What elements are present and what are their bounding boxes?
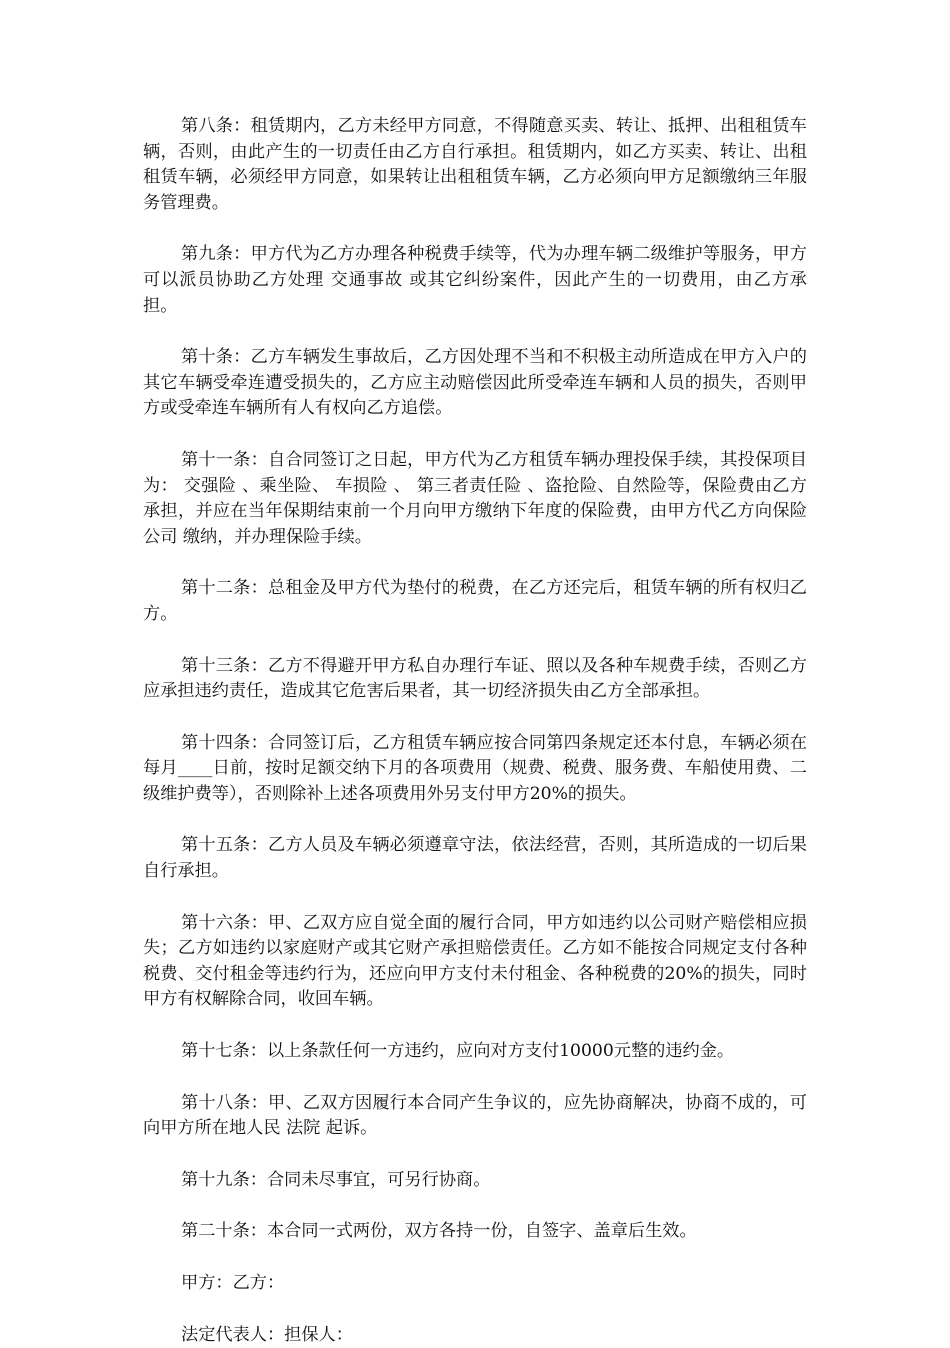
signature-representatives-line: 法定代表人：担保人： xyxy=(181,1324,353,1345)
article-17: 第十七条：以上条款任何一方违约，应向对方支付10000元整的违约金。 xyxy=(181,1041,735,1062)
article-9: 第九条：甲方代为乙方办理各种税费手续等，代为办理车辆二级维护等服务，甲方可以派员协助乙方处理 交通事故 或其它纠纷案件，因此产生的一切费用，由乙方承担。 xyxy=(143,244,807,316)
article-14: 第十四条：合同签订后，乙方租赁车辆应按合同第四条规定还本付息，车辆必须在每月____日前，按时足额交纳下月的各项费用（规费、税费、服务费、车船使用费、二级维护费等），否则除补上述各项费用外另支付甲方20%的损失。 xyxy=(143,732,807,804)
article-16: 第十六条：甲、乙双方应自觉全面的履行合同，甲方如违约以公司财产赔偿相应损失；乙方如违约以家庭财产或其它财产承担赔偿责任。乙方如不能按合同规定支付各种税费、交付租金等违约行为，还应向甲方支付未付租金、各种税费的20%的损失，同时甲方有权解除合同，收回车辆。 xyxy=(143,912,807,1010)
article-13: 第十三条：乙方不得避开甲方私自办理行车证、照以及各种车规费手续，否则乙方应承担违约责任，造成其它危害后果者，其一切经济损失由乙方全部承担。 xyxy=(143,655,807,702)
article-18: 第十八条：甲、乙双方因履行本合同产生争议的，应先协商解决，协商不成的，可向甲方所在地人民 法院 起诉。 xyxy=(143,1092,807,1139)
article-8: 第八条：租赁期内，乙方未经甲方同意，不得随意买卖、转让、抵押、出租租赁车辆，否则，由此产生的一切责任由乙方自行承担。租赁期内，如乙方买卖、转让、出租租赁车辆，必须经甲方同意，如果转让出租租赁车辆，乙方必须向甲方足额缴纳三年服务管理费。 xyxy=(143,116,807,213)
article-12: 第十二条：总租金及甲方代为垫付的税费，在乙方还完后，租赁车辆的所有权归乙方。 xyxy=(143,578,807,624)
signature-parties-line: 甲方：乙方： xyxy=(181,1273,285,1293)
article-15: 第十五条：乙方人员及车辆必须遵章守法，依法经营，否则，其所造成的一切后果自行承担。 xyxy=(143,835,807,882)
contract-page xyxy=(143,114,807,1348)
article-11: 第十一条：自合同签订之日起，甲方代为乙方租赁车辆办理投保手续，其投保项目为： 交强险 、乘坐险、 车损险 、 第三者责任险 、盗抢险、自然险等，保险费由乙方承担，并应在当年保期结束前一个月向甲方缴纳下年度的保险费，由甲方代乙方向保险 公司 缴纳，并办理保险手续。 xyxy=(143,449,807,547)
article-19: 第十九条：合同未尽事宜，可另行协商。 xyxy=(181,1169,491,1190)
article-20: 第二十条：本合同一式两份，双方各持一份，自签字、盖章后生效。 xyxy=(181,1221,697,1242)
article-10: 第十条：乙方车辆发生事故后，乙方因处理不当和不积极主动所造成在甲方入户的其它车辆受牵连遭受损失的，乙方应主动赔偿因此所受牵连车辆和人员的损失，否则甲方或受牵连车辆所有人有权向乙方追偿。 xyxy=(143,347,807,419)
